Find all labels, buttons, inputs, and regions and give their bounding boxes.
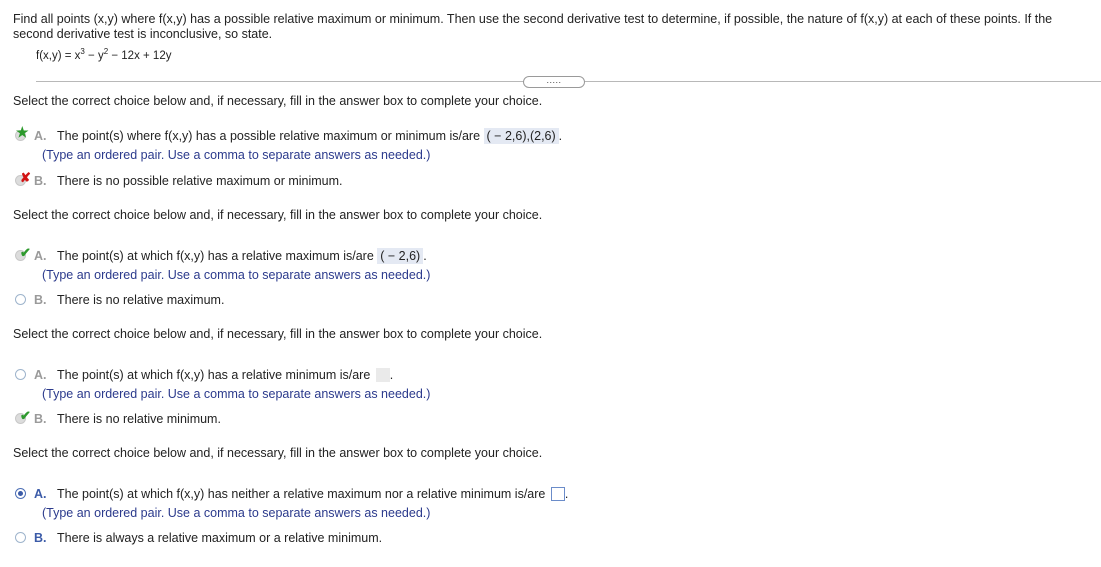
radio-button[interactable] <box>15 294 26 305</box>
answer-hint: (Type an ordered pair. Use a comma to separate answers as needed.) <box>42 148 431 162</box>
choice-letter: B. <box>34 293 47 307</box>
choice-text: There is no relative minimum. <box>57 412 221 426</box>
choice-text: The point(s) at which f(x,y) has a relative minimum is/are <box>57 368 371 382</box>
question-3-prompt: Select the correct choice below and, if necessary, fill in the answer box to complete your choice. <box>13 327 543 341</box>
check-icon: ✔ <box>20 245 31 260</box>
choice-letter: A. <box>34 249 47 263</box>
choice-text: The point(s) at which f(x,y) has neither a relative maximum nor a relative minimum is/are <box>57 487 546 501</box>
choice-letter: A. <box>34 487 47 501</box>
answer-box[interactable] <box>376 368 390 382</box>
expand-more-button[interactable]: ..... <box>523 76 585 88</box>
radio-button[interactable] <box>15 532 26 543</box>
question-2-prompt: Select the correct choice below and, if necessary, fill in the answer box to complete your choice. <box>13 208 543 222</box>
function-formula: $f(x,y) = x^3 - y^2 - 12x + 12y$ <box>36 47 172 62</box>
choice-text: There is no possible relative maximum or minimum. <box>57 174 343 188</box>
star-icon: ★ <box>16 124 29 140</box>
answer-hint: (Type an ordered pair. Use a comma to separate answers as needed.) <box>42 268 431 282</box>
answer-box[interactable]: ( − 2,6) <box>377 248 423 264</box>
choice-text: There is always a relative maximum or a relative minimum. <box>57 531 383 545</box>
x-icon: ✘ <box>20 170 31 185</box>
choice-text: The point(s) at which f(x,y) has a relative maximum is/are <box>57 249 374 263</box>
choice-text: There is no relative maximum. <box>57 293 225 307</box>
choice-letter: B. <box>34 174 47 188</box>
question-1-prompt: Select the correct choice below and, if necessary, fill in the answer box to complete your choice. <box>13 94 543 108</box>
choice-letter: B. <box>34 412 47 426</box>
answer-input[interactable] <box>551 487 565 501</box>
question-4-prompt: Select the correct choice below and, if necessary, fill in the answer box to complete your choice. <box>13 446 543 460</box>
choice-letter: A. <box>34 368 47 382</box>
answer-hint: (Type an ordered pair. Use a comma to separate answers as needed.) <box>42 387 431 401</box>
radio-button[interactable] <box>15 369 26 380</box>
choice-letter: B. <box>34 531 47 545</box>
answer-box[interactable]: ( − 2,6),(2,6) <box>484 128 559 144</box>
radio-button[interactable] <box>15 488 26 499</box>
choice-text: The point(s) where f(x,y) has a possible relative maximum or minimum is/are <box>57 129 481 143</box>
choice-letter: A. <box>34 129 47 143</box>
instructions: Find all points (x,y) where f(x,y) has a possible relative maximum or minimum. Then use the second derivative test to determine, if possible, the nature of f(x,y) at each of these points. If the second derivative test is inconclusive, so state. <box>13 12 1053 41</box>
answer-hint: (Type an ordered pair. Use a comma to separate answers as needed.) <box>42 506 431 520</box>
check-icon: ✔ <box>20 408 31 423</box>
